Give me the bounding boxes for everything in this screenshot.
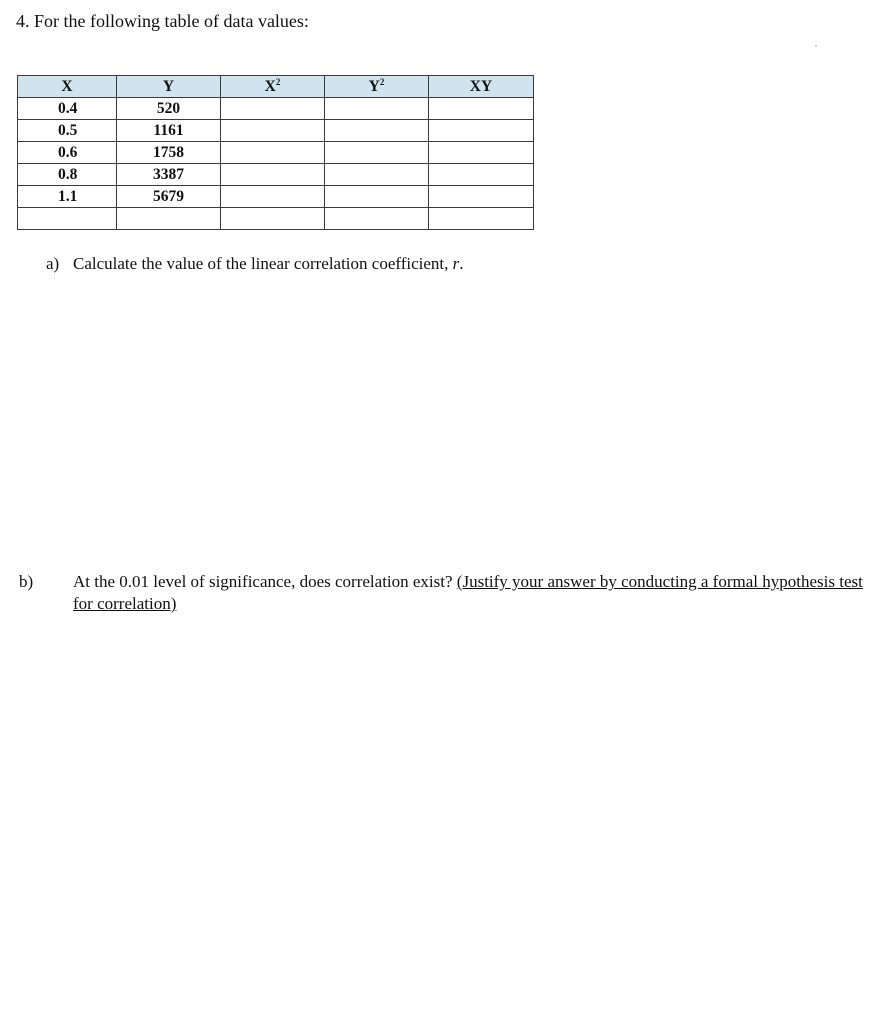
header-y-squared-base: Y: [368, 77, 380, 95]
scan-speck: [815, 45, 817, 47]
cell-y-squared: [325, 120, 429, 142]
cell-y-squared: [325, 142, 429, 164]
cell-y-squared: [325, 164, 429, 186]
table-row: [18, 142, 534, 164]
question-title: 4. For the following table of data values:: [16, 11, 309, 31]
table-row: [18, 120, 534, 142]
table-row: [18, 164, 534, 186]
cell-y: 520: [117, 98, 221, 120]
cell-x: 0.5: [18, 120, 117, 142]
cell-x-squared: [221, 186, 325, 208]
part-a-variable: r: [452, 254, 460, 273]
part-a: [46, 253, 464, 275]
cell-x: 1.1: [18, 186, 117, 208]
table-header-row: [18, 76, 534, 98]
cell-y: 3387: [117, 164, 221, 186]
header-y-squared: [325, 76, 429, 98]
cell-y: 5679: [117, 186, 221, 208]
part-a-end: .: [459, 254, 464, 273]
total-x-squared: [221, 208, 325, 230]
total-x: [18, 208, 117, 230]
cell-xy: [429, 142, 534, 164]
header-xy: XY: [429, 76, 534, 98]
header-y-squared-sup: 2: [379, 76, 385, 87]
part-b-text: At the 0.01 level of significance, does correlation exist?: [73, 572, 457, 591]
cell-x-squared: [221, 164, 325, 186]
table-totals-row: [18, 208, 534, 230]
table-row: [18, 98, 534, 120]
cell-xy: [429, 164, 534, 186]
header-x-squared-sup: 2: [275, 76, 281, 87]
header-x-squared: [221, 76, 325, 98]
cell-y: 1161: [117, 120, 221, 142]
part-a-label: a): [46, 254, 60, 273]
table-row: [18, 186, 534, 208]
data-table: [17, 75, 534, 230]
cell-x-squared: [221, 98, 325, 120]
cell-y-squared: [325, 98, 429, 120]
cell-y: 1758: [117, 142, 221, 164]
total-y-squared: [325, 208, 429, 230]
part-b-label: b): [19, 572, 34, 591]
cell-x-squared: [221, 142, 325, 164]
cell-xy: [429, 186, 534, 208]
total-y: [117, 208, 221, 230]
cell-x: 0.6: [18, 142, 117, 164]
total-xy: [429, 208, 534, 230]
cell-x: 0.4: [18, 98, 117, 120]
header-x-squared-base: X: [264, 77, 276, 95]
cell-xy: [429, 98, 534, 120]
part-a-text: Calculate the value of the linear correlation coefficient,: [73, 254, 453, 273]
header-y: Y: [117, 76, 221, 98]
part-b-instruction: (Justify your answer by conducting a formal hypothesis test for correlation): [73, 572, 863, 613]
cell-y-squared: [325, 186, 429, 208]
cell-xy: [429, 120, 534, 142]
header-x: X: [18, 76, 117, 98]
part-b: [19, 571, 873, 615]
cell-x-squared: [221, 120, 325, 142]
cell-x: 0.8: [18, 164, 117, 186]
